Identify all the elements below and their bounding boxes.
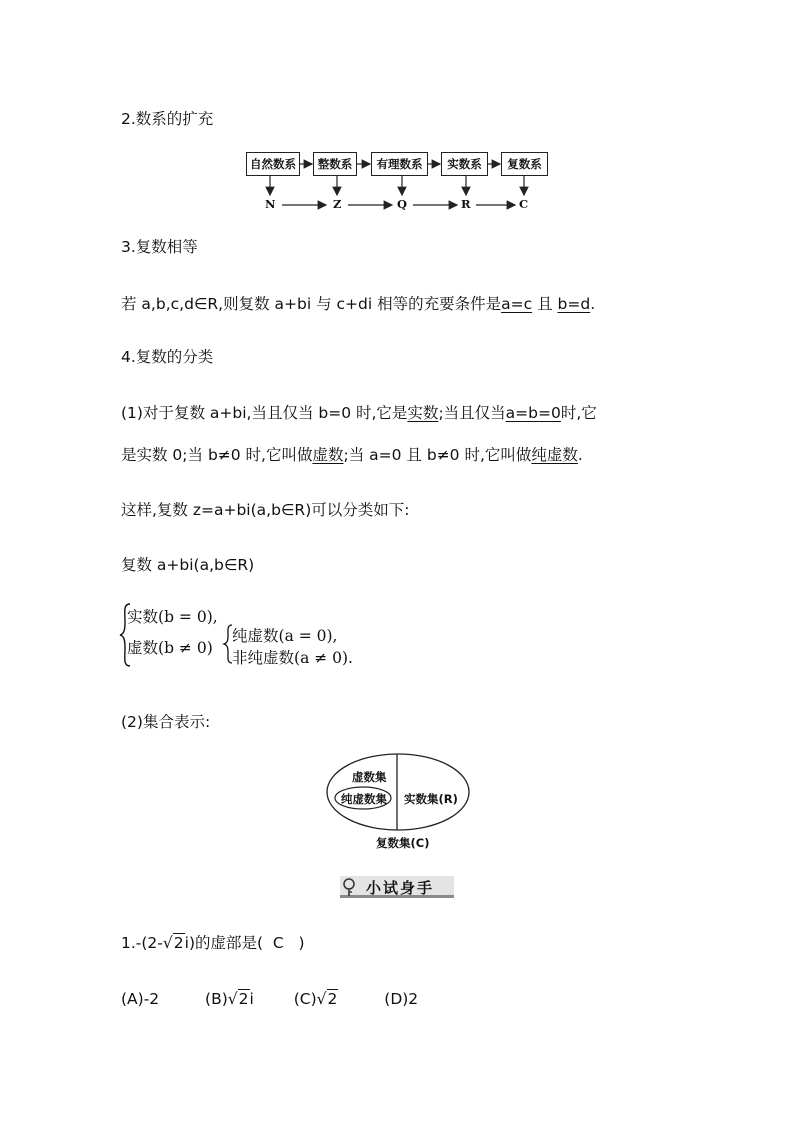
pure-imaginary-set-label: 纯虚数集 <box>341 792 387 806</box>
real-number-row: 实数(b = 0), <box>127 608 218 626</box>
set-representation-heading: (2)集合表示: <box>121 713 211 731</box>
complex-set-label: 复数集(C) <box>376 836 430 850</box>
option-c: (C)√2 <box>293 990 338 1008</box>
question-1-answer: C <box>272 934 284 952</box>
condition-b-equals-d: b=d <box>557 295 591 313</box>
section-4-para-2: 是实数 0;当 b≠0 时,它叫做虚数;当 a=0 且 b≠0 时,它叫做纯虚数. <box>121 446 583 464</box>
option-d: (D)2 <box>384 990 419 1008</box>
flow-box-real: 实数系 <box>441 152 488 176</box>
flow-symbol-R: R <box>461 197 471 211</box>
flow-box-natural: 自然数系 <box>246 152 300 176</box>
sqrt-2: √2 <box>162 934 184 952</box>
question-1-stem: 1.-(2-√2i)的虚部是( C ) <box>121 934 305 952</box>
flow-box-complex: 复数系 <box>501 152 548 176</box>
question-1-options <box>121 989 418 1009</box>
flow-arrows <box>0 0 794 230</box>
answer-a-b-zero: a=b=0 <box>505 404 561 422</box>
answer-pure-imaginary: 纯虚数 <box>531 446 578 464</box>
section-3-paragraph: 若 a,b,c,d∈R,则复数 a+bi 与 c+di 相等的充要条件是a=c 且 b=d. <box>121 295 596 313</box>
flow-box-integer: 整数系 <box>313 152 357 176</box>
condition-a-equals-c: a=c <box>501 295 533 313</box>
answer-imaginary: 虚数 <box>312 446 344 464</box>
option-b: (B)√2i <box>205 990 254 1008</box>
section-3-heading: 3.复数相等 <box>121 238 198 256</box>
flow-symbol-N: N <box>265 197 276 211</box>
section-4-heading: 4.复数的分类 <box>121 348 214 366</box>
section-2-heading: 2.数系的扩充 <box>121 110 214 128</box>
imaginary-set-label: 虚数集 <box>352 770 387 784</box>
practice-banner-label: 小试身手 <box>366 879 435 897</box>
answer-real: 实数 <box>407 404 439 422</box>
flow-box-rational: 有理数系 <box>371 152 428 176</box>
section-4-para-1: (1)对于复数 a+bi,当且仅当 b=0 时,它是实数;当且仅当a=b=0时,它 <box>121 404 597 422</box>
flow-symbol-Z: Z <box>333 197 342 211</box>
option-a: (A)-2 <box>121 990 160 1008</box>
section-4-para-3: 这样,复数 z=a+bi(a,b∈R)可以分类如下: <box>121 501 410 519</box>
flow-symbol-Q: Q <box>397 197 408 211</box>
real-set-label: 实数集(R) <box>404 792 458 806</box>
non-pure-imaginary-row: 非纯虚数(a ≠ 0). <box>232 649 353 667</box>
flow-symbol-C: C <box>519 197 529 211</box>
section-4-para-4: 复数 a+bi(a,b∈R) <box>121 556 255 574</box>
pure-imaginary-row: 纯虚数(a = 0), <box>232 627 338 645</box>
imaginary-number-row: 虚数(b ≠ 0) <box>127 639 213 657</box>
